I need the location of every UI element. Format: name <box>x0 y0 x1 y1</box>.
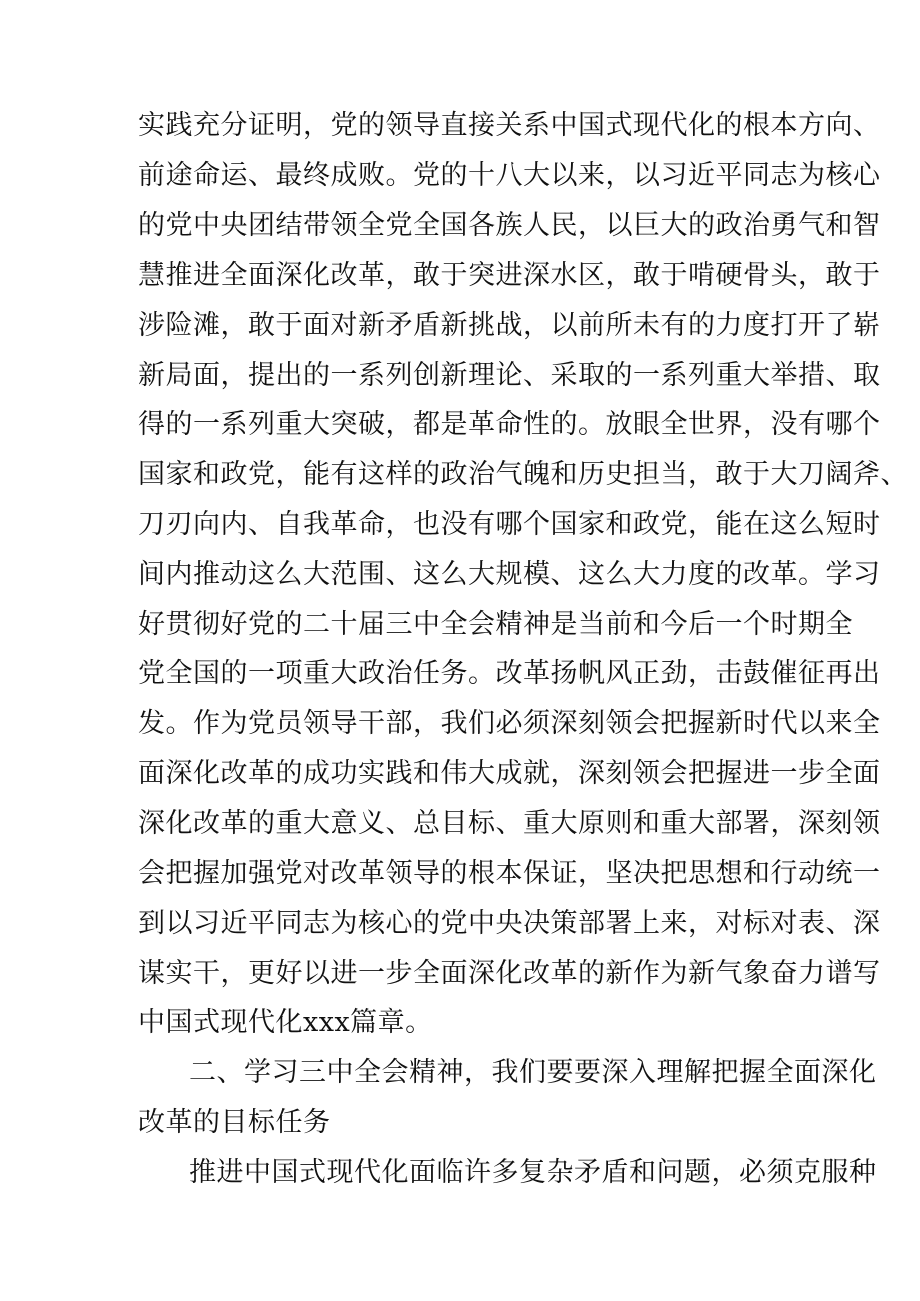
paragraph-line: 党全国的一项重大政治任务。改革扬帆风正劲，击鼓催征再出 <box>138 658 881 689</box>
paragraph-line: 发。作为党员领导干部，我们必须深刻领会把握新时代以来全 <box>138 708 881 739</box>
paragraph-line: 间内推动这么大范围、这么大规模、这么大力度的改革。学习 <box>138 559 881 590</box>
paragraph-line: 新局面，提出的一系列创新理论、采取的一系列重大举措、取 <box>138 360 881 391</box>
paragraph-line: 面深化改革的成功实践和伟大成就，深刻领会把握进一步全面 <box>138 758 881 789</box>
paragraph-line: 前途命运、最终成败。党的十八大以来，以习近平同志为核心 <box>138 160 881 191</box>
paragraph-line: 国家和政党，能有这样的政治气魄和历史担当，敢于大刀阔斧、 <box>138 459 908 490</box>
paragraph-line: 谋实干，更好以进一步全面深化改革的新作为新气象奋力谱写 <box>138 958 881 989</box>
section-heading-line: 二、学习三中全会精神，我们要要深入理解把握全面深化 <box>189 1057 877 1088</box>
paragraph-line: 慧推进全面深化改革，敢于突进深水区，敢于啃硬骨头，敢于 <box>138 260 881 291</box>
paragraph-line: 得的一系列重大突破，都是革命性的。放眼全世界，没有哪个 <box>138 409 881 440</box>
paragraph-line: 到以习近平同志为核心的党中央决策部署上来，对标对表、深 <box>138 908 881 939</box>
paragraph-line: 中国式现代化xxx篇章。 <box>138 1007 433 1038</box>
paragraph-line: 涉险滩，敢于面对新矛盾新挑战，以前所未有的力度打开了崭 <box>138 310 881 341</box>
paragraph-line: 刀刃向内、自我革命，也没有哪个国家和政党，能在这么短时 <box>138 509 881 540</box>
paragraph-line: 的党中央团结带领全党全国各族人民，以巨大的政治勇气和智 <box>138 210 881 241</box>
paragraph-line: 深化改革的重大意义、总目标、重大原则和重大部署，深刻领 <box>138 808 881 839</box>
paragraph-line: 会把握加强党对改革领导的根本保证，坚决把思想和行动统一 <box>138 858 881 889</box>
paragraph-line: 好贯彻好党的二十届三中全会精神是当前和今后一个时期全 <box>138 609 853 640</box>
paragraph-line: 推进中国式现代化面临许多复杂矛盾和问题，必须克服种 <box>189 1157 877 1188</box>
paragraph-line: 实践充分证明，党的领导直接关系中国式现代化的根本方向、 <box>138 110 881 141</box>
section-heading-line: 改革的目标任务 <box>138 1107 331 1138</box>
